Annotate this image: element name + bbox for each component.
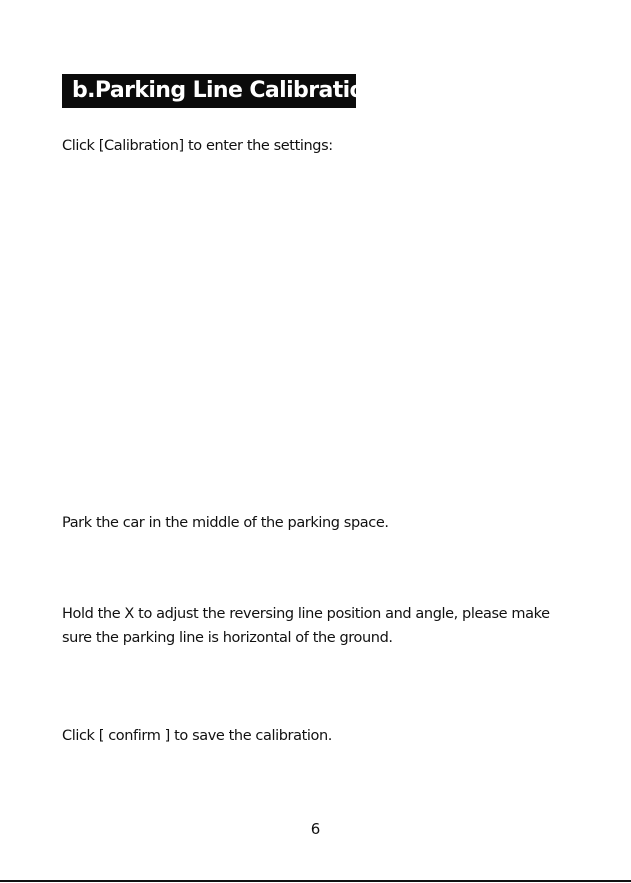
instruction-park-car: Park the car in the middle of the parking space. bbox=[62, 515, 389, 531]
instruction-enter-settings: Click [Calibration] to enter the settings: bbox=[62, 138, 333, 154]
page-number: 6 bbox=[310, 820, 321, 838]
bottom-rule bbox=[0, 880, 631, 882]
figure-blank-area bbox=[62, 170, 569, 500]
instruction-adjust-line-2: sure the parking line is horizontal of the ground. bbox=[62, 630, 393, 646]
instruction-adjust-line bbox=[62, 602, 562, 650]
section-heading: b.Parking Line Calibration bbox=[62, 74, 356, 108]
instruction-adjust-line-1: Hold the X to adjust the reversing line position and angle, please make bbox=[62, 606, 550, 622]
instruction-confirm: Click [ confirm ] to save the calibration. bbox=[62, 728, 332, 744]
